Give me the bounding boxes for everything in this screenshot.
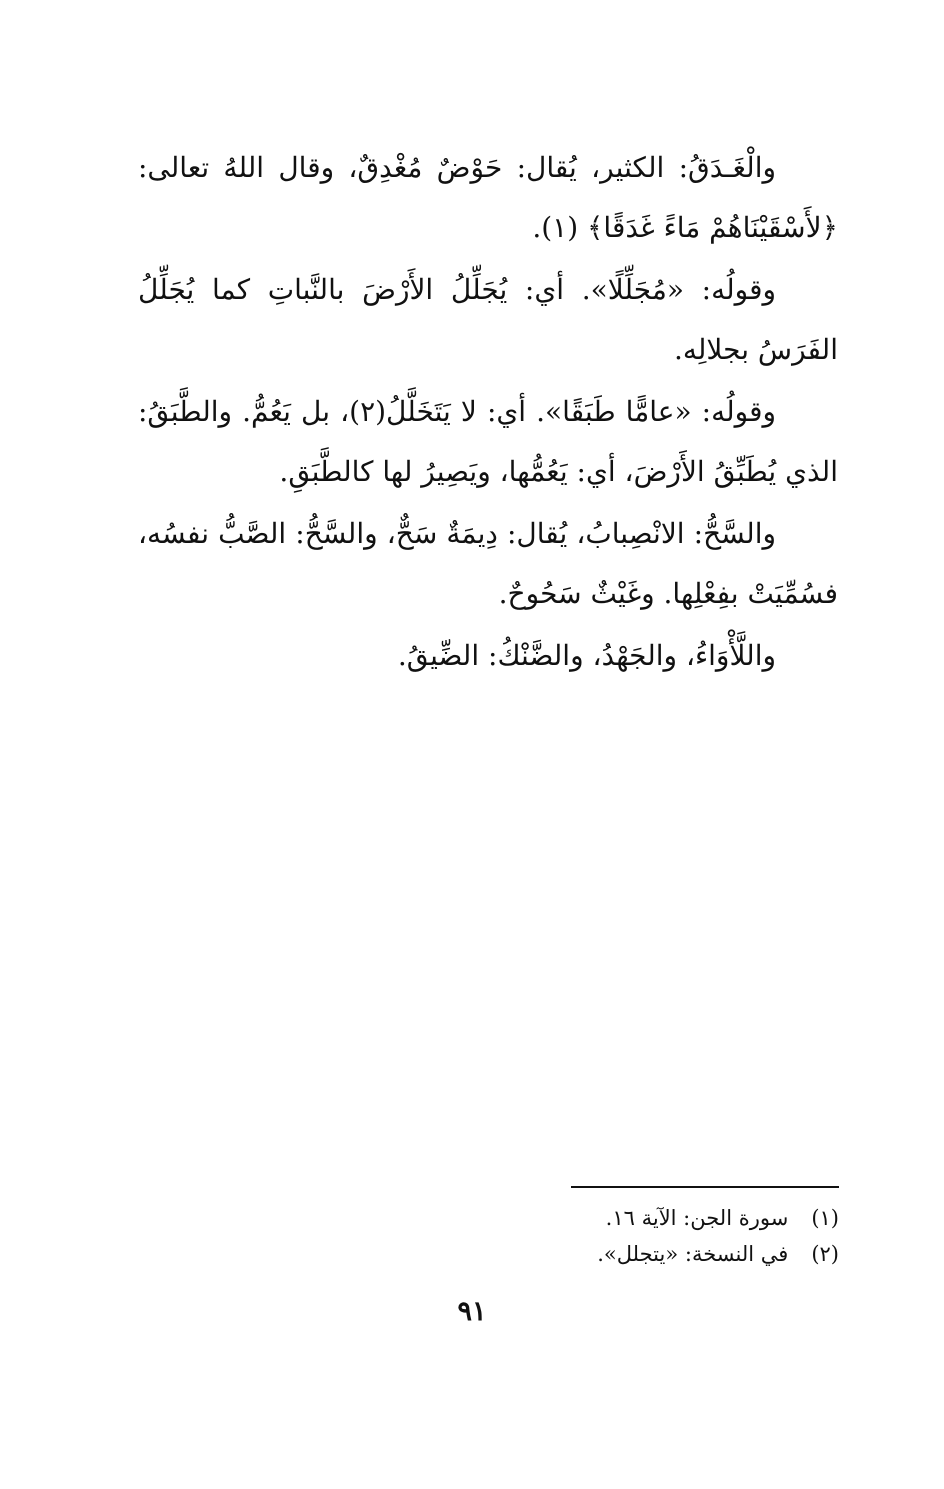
footnote-divider (571, 1186, 839, 1188)
paragraph-mujallil: وقولُه: «مُجَلِّلًا». أي: يُجَلِّلُ الأَرْضَ بالنَّباتِ كما يُجَلِّلُ الفَرَسُ بجلالِه. (138, 273, 838, 366)
page-number: ٩١ (457, 1296, 487, 1327)
footnote-2-number: (٢) (811, 1242, 839, 1266)
footnotes (339, 1200, 839, 1272)
paragraph-ghadaq: والْغَـدَقُ: الكثير، يُقال: حَوْضٌ مُغْدِقٌ، وقال اللهُ تعالى: ﴿لأَسْقَيْنَاهُمْ مَاءً غَدَقًا﴾ (١). (138, 151, 838, 244)
paragraph-lawa: واللَّأْوَاءُ، والجَهْدُ، والضَّنْكُ: الضِّيقُ. (397, 639, 776, 672)
footnote-1 (339, 1200, 839, 1236)
footnote-1-number: (١) (811, 1206, 839, 1230)
footnote-2 (339, 1236, 839, 1272)
paragraph-sahh: والسَّحُّ: الانْصِبابُ، يُقال: دِيمَةٌ سَحٌّ، والسَّحُّ: الصَّبُّ نفسُه، فسُمِّيَتْ بفِعْلِها. وغَيْثٌ سَحُوحٌ. (138, 517, 838, 610)
main-text (138, 138, 838, 688)
paragraph-tabaq: وقولُه: «عامًّا طَبَقًا». أي: لا يَتَخَلَّلُ(٢)، بل يَعُمُّ. والطَّبَقُ: الذي يُطَبِّقُ الأَرْضَ، أي: يَعُمُّها، ويَصِيرُ لها كالطَّبَقِ. (138, 395, 838, 488)
footnote-2-text: في النسخة: «يتجلل». (597, 1242, 789, 1266)
footnote-1-text: سورة الجن: الآية ١٦. (605, 1206, 789, 1230)
